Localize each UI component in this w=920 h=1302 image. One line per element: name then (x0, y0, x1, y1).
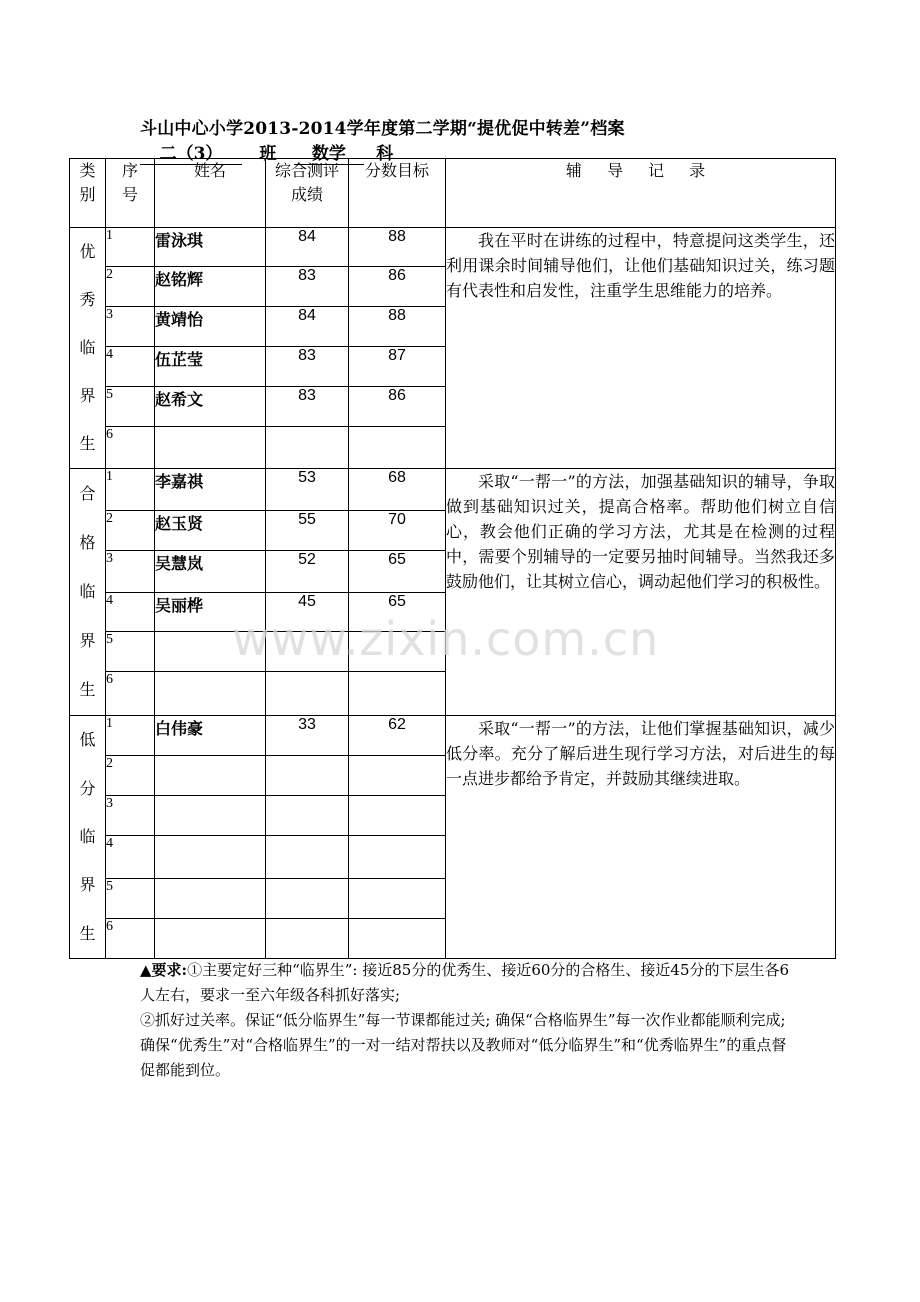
table-row (70, 228, 836, 267)
class-value: 二（3） (140, 139, 242, 165)
record-cell: 采取“一帮一”的方法，让他们掌握基础知识，减少低分率。充分了解后进生现行学习方法，对后进生的每一点进步都给予肯定，并鼓励其继续进取。 (446, 716, 836, 959)
requirements-label: ▲要求: (140, 961, 188, 979)
requirements-line-1: ①主要定好三种“临界生”: 接近85分的优秀生、接近60分的合格生、接近45分的下层生各6人左右，要求一至六年级各科抓好落实; (140, 961, 790, 1004)
category-char: 合 (79, 483, 96, 503)
category-char: 临 (79, 826, 96, 846)
target-cell: 62 (349, 716, 446, 756)
student-name-cell (155, 878, 266, 918)
target-cell (349, 878, 446, 918)
seq-cell: 3 (106, 796, 155, 836)
seq-cell: 2 (106, 756, 155, 796)
category-cell (70, 716, 106, 959)
document-title: 斗山中心小学2013-2014学年度第二学期“提优促中转差”档案 (140, 119, 625, 139)
student-name-cell: 赵希文 (155, 387, 266, 427)
category-cell (70, 228, 106, 469)
score-cell: 53 (266, 469, 349, 511)
target-cell (349, 836, 446, 878)
score-cell: 52 (266, 551, 349, 593)
target-cell (349, 756, 446, 796)
table-header-row (70, 159, 836, 228)
score-cell (266, 836, 349, 878)
seq-cell: 1 (106, 716, 155, 756)
category-char: 优 (79, 242, 96, 261)
student-name-cell: 雷泳琪 (155, 228, 266, 267)
target-cell: 88 (349, 307, 446, 347)
student-name-cell: 吴丽桦 (155, 593, 266, 632)
student-name-cell: 赵玉贤 (155, 511, 266, 551)
category-char: 界 (79, 875, 96, 895)
category-char: 低 (79, 730, 96, 750)
seq-cell: 5 (106, 878, 155, 918)
seq-cell: 6 (106, 918, 155, 958)
category-char: 界 (79, 631, 96, 651)
seq-cell: 2 (106, 511, 155, 551)
student-name-cell: 黄靖怡 (155, 307, 266, 347)
category-char: 界 (79, 386, 96, 405)
category-char: 临 (79, 338, 96, 357)
student-name-cell: 白伟豪 (155, 716, 266, 756)
score-cell: 83 (266, 267, 349, 307)
header-name: 姓名 (155, 159, 266, 228)
score-cell: 33 (266, 716, 349, 756)
target-cell (349, 918, 446, 958)
header-target: 分数目标 (349, 159, 446, 228)
requirements-note (140, 958, 790, 1083)
header-record: 辅 导 记 录 (446, 159, 836, 228)
score-cell (266, 756, 349, 796)
category-char: 秀 (79, 290, 96, 309)
category-cell (70, 469, 106, 716)
category-char: 临 (79, 581, 96, 601)
target-cell (349, 632, 446, 672)
header-seq: 序号 (106, 159, 155, 228)
category-char: 生 (79, 434, 96, 453)
score-cell (266, 632, 349, 672)
table-row (70, 469, 836, 511)
header-category: 类别 (70, 159, 106, 228)
seq-cell: 6 (106, 672, 155, 716)
target-cell (349, 672, 446, 716)
record-cell: 采取“一帮一”的方法，加强基础知识的辅导，争取做到基础知识过关，提高合格率。帮助他们树立自信心，教会他们正确的学习方法，尤其是在检测的过程中，需要个别辅导的一定要另抽时间辅导。当然我还多鼓励他们，让其树立信心，调动起他们学习的积极性。 (446, 469, 836, 716)
watermark: www.zixin.com.cn (232, 612, 660, 666)
subject-label: 科 (376, 144, 394, 164)
score-cell (266, 796, 349, 836)
student-name-cell (155, 632, 266, 672)
seq-cell: 1 (106, 228, 155, 267)
header-score: 综合测评成绩 (266, 159, 349, 228)
requirements-line-2: ②抓好过关率。保证“低分临界生”每一节课都能过关; 确保“合格临界生”每一次作业都能顺利完成; 确保“优秀生”对“合格临界生”的一对一结对帮扶以及教师对“低分临界生”和“优秀临界生”的重点督促都能到位。 (140, 1011, 787, 1079)
score-cell: 45 (266, 593, 349, 632)
student-name-cell: 伍芷莹 (155, 347, 266, 387)
student-name-cell: 李嘉祺 (155, 469, 266, 511)
seq-cell: 5 (106, 632, 155, 672)
seq-cell: 1 (106, 469, 155, 511)
score-cell: 84 (266, 228, 349, 267)
seq-cell: 3 (106, 307, 155, 347)
score-cell (266, 427, 349, 469)
seq-cell: 4 (106, 836, 155, 878)
seq-cell: 2 (106, 267, 155, 307)
score-cell (266, 672, 349, 716)
student-name-cell (155, 672, 266, 716)
student-name-cell (155, 427, 266, 469)
seq-cell: 5 (106, 387, 155, 427)
score-cell: 84 (266, 307, 349, 347)
seq-cell: 4 (106, 347, 155, 387)
student-name-cell (155, 756, 266, 796)
score-cell: 83 (266, 347, 349, 387)
target-cell (349, 796, 446, 836)
target-cell: 86 (349, 267, 446, 307)
target-cell: 88 (349, 228, 446, 267)
score-cell (266, 878, 349, 918)
subject-value: 数学 (294, 139, 364, 165)
student-name-cell (155, 836, 266, 878)
category-char: 分 (79, 778, 96, 798)
tracking-table (69, 158, 836, 959)
student-name-cell: 赵铭辉 (155, 267, 266, 307)
score-cell: 83 (266, 387, 349, 427)
seq-cell: 4 (106, 593, 155, 632)
student-name-cell (155, 918, 266, 958)
class-label: 班 (259, 144, 277, 164)
target-cell: 65 (349, 593, 446, 632)
category-char: 格 (79, 532, 96, 552)
record-cell: 我在平时在讲练的过程中，特意提问这类学生，还利用课余时间辅导他们，让他们基础知识过关，练习题有代表性和启发性，注重学生思维能力的培养。 (446, 228, 836, 469)
category-char: 生 (79, 680, 96, 700)
seq-cell: 6 (106, 427, 155, 469)
score-cell: 55 (266, 511, 349, 551)
target-cell: 86 (349, 387, 446, 427)
category-char: 生 (79, 923, 96, 943)
score-cell (266, 918, 349, 958)
student-name-cell (155, 796, 266, 836)
target-cell: 87 (349, 347, 446, 387)
seq-cell: 3 (106, 551, 155, 593)
target-cell: 70 (349, 511, 446, 551)
student-name-cell: 吴慧岚 (155, 551, 266, 593)
target-cell: 68 (349, 469, 446, 511)
table-row (70, 716, 836, 756)
target-cell (349, 427, 446, 469)
target-cell: 65 (349, 551, 446, 593)
